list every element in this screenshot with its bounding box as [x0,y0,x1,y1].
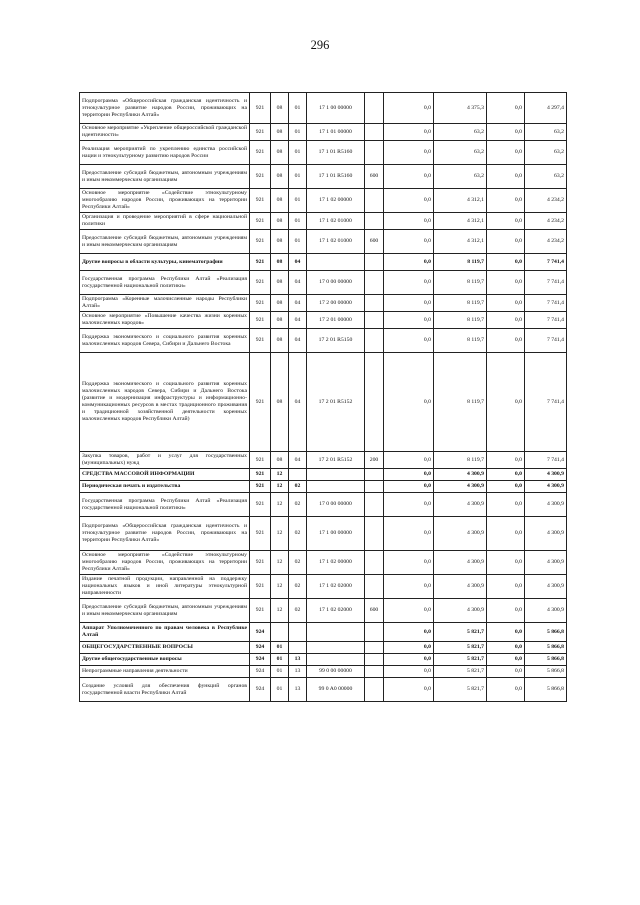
row-value-1: 0,0 [384,271,434,295]
row-value-2: 5 821,7 [434,654,487,666]
row-name: Основное мероприятие «Укрепление общероссийской гражданской идентичности» [80,124,250,141]
row-razdel: 12 [271,551,289,575]
row-value-4: 7 741,4 [525,312,567,329]
row-value-2: 8 119,7 [434,329,487,353]
row-value-1: 0,0 [384,213,434,230]
table-row [80,517,567,551]
row-razdel: 12 [271,517,289,551]
table-row [80,493,567,517]
row-value-3: 0,0 [487,642,525,654]
row-value-4: 4 300,9 [525,575,567,599]
row-name: Основное мероприятие «Повышение качества жизни коренных малочисленных народов» [80,312,250,329]
row-value-1: 0,0 [384,312,434,329]
row-glava: 921 [250,452,271,469]
row-csr [307,623,365,642]
row-podrazdel: 04 [289,271,307,295]
table-row [80,353,567,452]
row-value-3: 0,0 [487,599,525,623]
row-csr [307,642,365,654]
row-csr: 17 1 02 01000 [307,213,365,230]
row-value-1: 0,0 [384,165,434,189]
row-vr: 600 [365,230,384,254]
row-podrazdel: 01 [289,189,307,213]
row-podrazdel: 01 [289,213,307,230]
row-razdel: 08 [271,271,289,295]
row-csr [307,469,365,481]
row-value-4: 7 741,4 [525,329,567,353]
row-value-1: 0,0 [384,254,434,271]
row-glava: 921 [250,312,271,329]
table-row [80,666,567,678]
row-vr [365,654,384,666]
row-value-2: 5 821,7 [434,666,487,678]
row-name: Государственная программа Республики Алтай «Реализация государственной национальной политики» [80,493,250,517]
row-glava: 921 [250,329,271,353]
row-razdel: 08 [271,452,289,469]
row-csr: 17 2 01 R5152 [307,452,365,469]
row-vr [365,213,384,230]
row-value-1: 0,0 [384,666,434,678]
table-row [80,469,567,481]
row-podrazdel: 01 [289,93,307,124]
table-row [80,124,567,141]
row-glava: 921 [250,493,271,517]
row-csr [307,254,365,271]
row-vr [365,295,384,312]
row-name: Закупка товаров, работ и услуг для государственных (муниципальных) нужд [80,452,250,469]
row-value-3: 0,0 [487,551,525,575]
row-vr [365,642,384,654]
row-value-3: 0,0 [487,254,525,271]
row-razdel: 08 [271,230,289,254]
row-value-1: 0,0 [384,678,434,702]
row-value-4: 7 741,4 [525,254,567,271]
row-podrazdel: 02 [289,575,307,599]
row-name: Реализация мероприятий по укреплению единства российской нации и этнокультурному развитию народов России [80,141,250,165]
row-name: Непрограммные направления деятельности [80,666,250,678]
row-value-1: 0,0 [384,654,434,666]
row-csr: 17 2 01 00000 [307,312,365,329]
row-value-4: 4 300,9 [525,517,567,551]
row-value-1: 0,0 [384,493,434,517]
row-value-1: 0,0 [384,452,434,469]
table-row [80,642,567,654]
row-vr [365,271,384,295]
row-csr: 17 1 02 01000 [307,230,365,254]
row-vr: 600 [365,165,384,189]
row-value-4: 4 300,9 [525,481,567,493]
row-glava: 921 [250,165,271,189]
row-razdel: 01 [271,654,289,666]
row-value-3: 0,0 [487,623,525,642]
row-razdel: 08 [271,353,289,452]
row-value-2: 4 300,9 [434,551,487,575]
row-value-4: 7 741,4 [525,353,567,452]
row-value-3: 0,0 [487,124,525,141]
row-value-2: 63,2 [434,141,487,165]
row-csr [307,481,365,493]
row-glava: 921 [250,481,271,493]
row-vr [365,141,384,165]
row-razdel: 12 [271,469,289,481]
row-razdel: 08 [271,254,289,271]
row-value-3: 0,0 [487,452,525,469]
row-glava: 921 [250,271,271,295]
table-row [80,623,567,642]
row-podrazdel: 01 [289,124,307,141]
row-glava: 921 [250,124,271,141]
row-value-4: 5 866,8 [525,623,567,642]
row-name: Подпрограмма «Коренные малочисленные народы Республики Алтай» [80,295,250,312]
row-vr [365,254,384,271]
row-csr: 17 1 02 02000 [307,599,365,623]
row-vr [365,481,384,493]
row-value-2: 4 300,9 [434,481,487,493]
row-value-1: 0,0 [384,575,434,599]
budget-table-body [80,93,567,702]
row-csr: 17 1 02 00000 [307,189,365,213]
row-csr [307,654,365,666]
row-value-1: 0,0 [384,189,434,213]
row-value-2: 5 821,7 [434,623,487,642]
row-vr [365,575,384,599]
row-value-4: 4 300,9 [525,599,567,623]
row-value-4: 5 866,8 [525,666,567,678]
row-razdel: 12 [271,599,289,623]
row-vr [365,124,384,141]
row-value-1: 0,0 [384,551,434,575]
row-value-3: 0,0 [487,165,525,189]
row-value-1: 0,0 [384,642,434,654]
row-value-2: 4 312,1 [434,189,487,213]
row-razdel: 01 [271,666,289,678]
row-value-2: 4 312,1 [434,213,487,230]
row-razdel: 08 [271,295,289,312]
row-csr: 17 0 00 00000 [307,493,365,517]
page-number: 296 [310,38,330,52]
row-value-1: 0,0 [384,517,434,551]
row-name: Периодическая печать и издательства [80,481,250,493]
row-value-2: 4 375,3 [434,93,487,124]
row-value-4: 7 741,4 [525,295,567,312]
row-razdel: 08 [271,189,289,213]
row-value-3: 0,0 [487,575,525,599]
row-razdel: 08 [271,213,289,230]
row-value-3: 0,0 [487,469,525,481]
row-csr: 17 0 00 00000 [307,271,365,295]
row-name: Издание печатной продукции, направленной на поддержку национальных языков и иной литературы этнокультурной направленности [80,575,250,599]
row-value-2: 5 821,7 [434,642,487,654]
row-value-2: 4 312,1 [434,230,487,254]
row-value-4: 5 866,8 [525,678,567,702]
row-value-3: 0,0 [487,295,525,312]
row-razdel: 08 [271,141,289,165]
row-razdel: 01 [271,678,289,702]
row-vr [365,93,384,124]
row-vr [365,189,384,213]
table-row [80,481,567,493]
row-value-1: 0,0 [384,295,434,312]
row-glava: 921 [250,189,271,213]
row-podrazdel [289,623,307,642]
row-value-4: 4 297,4 [525,93,567,124]
row-glava: 921 [250,230,271,254]
row-value-3: 0,0 [487,329,525,353]
row-glava: 921 [250,517,271,551]
row-value-2: 4 300,9 [434,575,487,599]
row-value-3: 0,0 [487,271,525,295]
row-razdel: 08 [271,93,289,124]
row-name: Поддержка экономического и социального развития коренных малочисленных народов Севера, Сибири и Дальнего Востока [80,329,250,353]
row-value-2: 4 300,9 [434,469,487,481]
row-value-1: 0,0 [384,481,434,493]
row-glava: 924 [250,623,271,642]
row-value-2: 8 119,7 [434,452,487,469]
row-value-4: 4 300,9 [525,469,567,481]
row-podrazdel: 13 [289,678,307,702]
row-podrazdel: 04 [289,452,307,469]
row-name: Основное мероприятие «Содействие этнокультурному многообразию народов России, проживающих на территории Республики Алтай» [80,551,250,575]
row-vr [365,623,384,642]
row-value-4: 7 741,4 [525,452,567,469]
row-value-2: 4 300,9 [434,493,487,517]
row-vr [365,312,384,329]
row-glava: 921 [250,213,271,230]
row-razdel: 12 [271,493,289,517]
row-value-1: 0,0 [384,599,434,623]
row-podrazdel: 02 [289,517,307,551]
table-row [80,230,567,254]
row-value-4: 7 741,4 [525,271,567,295]
row-csr: 17 1 00 00000 [307,93,365,124]
row-razdel: 08 [271,124,289,141]
row-podrazdel: 01 [289,230,307,254]
row-razdel [271,623,289,642]
table-row [80,312,567,329]
row-razdel: 08 [271,329,289,353]
row-glava: 924 [250,654,271,666]
row-value-2: 63,2 [434,124,487,141]
table-row [80,254,567,271]
row-value-4: 63,2 [525,141,567,165]
table-row [80,213,567,230]
row-glava: 921 [250,575,271,599]
table-row [80,93,567,124]
row-podrazdel: 01 [289,165,307,189]
row-glava: 921 [250,551,271,575]
row-value-2: 5 821,7 [434,678,487,702]
row-podrazdel: 04 [289,329,307,353]
row-podrazdel: 02 [289,551,307,575]
row-csr: 99 0 A0 00000 [307,678,365,702]
row-vr [365,469,384,481]
table-row [80,599,567,623]
row-glava: 921 [250,353,271,452]
row-value-1: 0,0 [384,469,434,481]
row-vr [365,666,384,678]
row-name: Аппарат Уполномоченного по правам человека в Республике Алтай [80,623,250,642]
row-value-3: 0,0 [487,493,525,517]
row-podrazdel: 13 [289,666,307,678]
row-razdel: 12 [271,575,289,599]
row-glava: 921 [250,93,271,124]
row-glava: 924 [250,666,271,678]
row-value-4: 4 234,2 [525,189,567,213]
row-value-4: 63,2 [525,124,567,141]
row-name: Другие общегосударственные вопросы [80,654,250,666]
row-csr: 17 1 01 R5160 [307,165,365,189]
row-value-2: 4 300,9 [434,517,487,551]
row-value-3: 0,0 [487,189,525,213]
row-podrazdel: 02 [289,481,307,493]
row-razdel: 08 [271,165,289,189]
row-razdel: 08 [271,312,289,329]
row-name: Основное мероприятие «Содействие этнокультурному многообразию народов России, проживающих на территории Республики Алтай» [80,189,250,213]
row-value-3: 0,0 [487,666,525,678]
row-razdel: 12 [271,481,289,493]
table-row [80,189,567,213]
row-glava: 921 [250,469,271,481]
table-row [80,295,567,312]
row-value-4: 4 300,9 [525,551,567,575]
row-value-3: 0,0 [487,93,525,124]
row-vr [365,353,384,452]
budget-table [79,92,567,702]
row-value-3: 0,0 [487,353,525,452]
row-value-3: 0,0 [487,481,525,493]
row-podrazdel: 04 [289,295,307,312]
table-row [80,678,567,702]
row-name: Подпрограмма «Общероссийская гражданская идентичность и этнокультурное развитие народов России, проживающих на территории Республики Алтай» [80,517,250,551]
row-podrazdel: 13 [289,654,307,666]
row-value-3: 0,0 [487,678,525,702]
row-name: СРЕДСТВА МАССОВОЙ ИНФОРМАЦИИ [80,469,250,481]
table-row [80,329,567,353]
row-value-2: 8 119,7 [434,295,487,312]
row-name: Поддержка экономического и социального развития коренных малочисленных народов Севера, Сибири и Дальнего Востока (развитие и модернизация инфраструктуры и информационно-коммуникационных ресурсов в местах традиционного проживания и традиционной хозяйственной деятельности коренных малочисленных народов Республики Алтай) [80,353,250,452]
row-csr: 17 1 02 02000 [307,575,365,599]
row-value-3: 0,0 [487,213,525,230]
row-value-3: 0,0 [487,230,525,254]
row-csr: 17 1 00 00000 [307,517,365,551]
row-vr [365,517,384,551]
row-podrazdel [289,642,307,654]
row-value-3: 0,0 [487,517,525,551]
row-vr [365,678,384,702]
row-glava: 924 [250,678,271,702]
row-csr: 17 1 01 R5160 [307,141,365,165]
row-value-1: 0,0 [384,124,434,141]
row-glava: 921 [250,599,271,623]
row-value-4: 5 866,8 [525,654,567,666]
row-name: Предоставление субсидий бюджетным, автономным учреждениям и иным некоммерческим организациям [80,599,250,623]
table-row [80,551,567,575]
table-row [80,654,567,666]
row-value-1: 0,0 [384,93,434,124]
row-glava: 924 [250,642,271,654]
row-name: Организация и проведение мероприятий в сфере национальной политики [80,213,250,230]
row-podrazdel: 02 [289,493,307,517]
table-row [80,271,567,295]
row-vr [365,493,384,517]
row-vr [365,551,384,575]
row-podrazdel: 04 [289,254,307,271]
row-value-1: 0,0 [384,230,434,254]
row-podrazdel: 04 [289,353,307,452]
row-glava: 921 [250,141,271,165]
row-value-1: 0,0 [384,623,434,642]
row-podrazdel: 04 [289,312,307,329]
row-csr: 17 1 02 00000 [307,551,365,575]
row-value-2: 8 119,7 [434,312,487,329]
row-value-3: 0,0 [487,141,525,165]
row-name: Другие вопросы в области культуры, кинематографии [80,254,250,271]
row-value-2: 8 119,7 [434,271,487,295]
row-name: Предоставление субсидий бюджетным, автономным учреждениям и иным некоммерческим организациям [80,230,250,254]
row-glava: 921 [250,254,271,271]
table-row [80,141,567,165]
row-value-1: 0,0 [384,353,434,452]
row-value-4: 4 300,9 [525,493,567,517]
row-vr [365,329,384,353]
row-csr: 17 2 01 R5150 [307,329,365,353]
row-value-4: 5 866,8 [525,642,567,654]
row-value-2: 8 119,7 [434,353,487,452]
row-vr: 200 [365,452,384,469]
row-value-2: 4 300,9 [434,599,487,623]
row-podrazdel [289,469,307,481]
row-value-1: 0,0 [384,141,434,165]
row-razdel: 01 [271,642,289,654]
row-podrazdel: 02 [289,599,307,623]
row-value-2: 63,2 [434,165,487,189]
row-csr: 17 1 01 00000 [307,124,365,141]
table-row [80,165,567,189]
row-name: Создание условий для обеспечения функций органов государственной власти Республики Алтай [80,678,250,702]
row-name: ОБЩЕГОСУДАРСТВЕННЫЕ ВОПРОСЫ [80,642,250,654]
row-value-4: 63,2 [525,165,567,189]
row-value-2: 8 119,7 [434,254,487,271]
row-value-4: 4 234,2 [525,230,567,254]
row-value-1: 0,0 [384,329,434,353]
table-row [80,575,567,599]
row-vr: 600 [365,599,384,623]
row-name: Подпрограмма «Общероссийская гражданская идентичность и этнокультурное развитие народов России, проживающих на территории Республики Алтай» [80,93,250,124]
table-row [80,452,567,469]
row-value-3: 0,0 [487,312,525,329]
row-csr: 99 0 00 00000 [307,666,365,678]
row-value-3: 0,0 [487,654,525,666]
row-csr: 17 2 01 R5152 [307,353,365,452]
row-name: Предоставление субсидий бюджетным, автономным учреждениям и иным некоммерческим организациям [80,165,250,189]
row-podrazdel: 01 [289,141,307,165]
row-csr: 17 2 00 00000 [307,295,365,312]
row-glava: 921 [250,295,271,312]
row-name: Государственная программа Республики Алтай «Реализация государственной национальной политики» [80,271,250,295]
row-value-4: 4 234,2 [525,213,567,230]
